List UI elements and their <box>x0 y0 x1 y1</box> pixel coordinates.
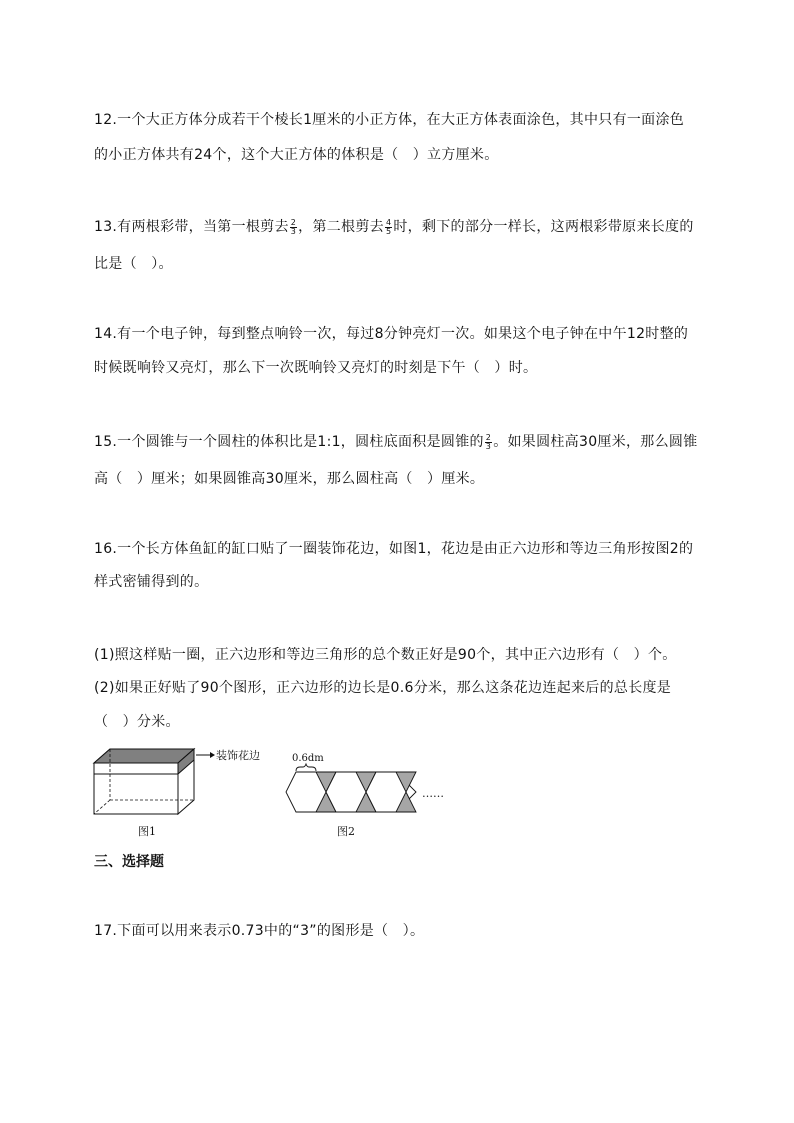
q12-line2: 的小正方体共有24个，这个大正方体的体积是（ ）立方厘米。 <box>94 147 499 163</box>
q13-text-c: 时，剩下的部分一样长，这两根彩带原来长度的 <box>393 219 694 235</box>
q13-text-a: 13.有两根彩带，当第一根剪去 <box>94 219 289 235</box>
q13-line2: 比是（ ）。 <box>94 256 173 272</box>
question-17: 17.下面可以用来表示0.73中的“3”的图形是（ ）。 <box>94 923 425 939</box>
q16-line1: 16.一个长方体鱼缸的缸口贴了一圈装饰花边，如图1，花边是由正六边形和等边三角形按图2的 <box>94 541 694 557</box>
q14-line1: 14.有一个电子钟，每到整点响铃一次，每过8分钟亮灯一次。如果这个电子钟在中午12时整的 <box>94 326 689 342</box>
fraction-four-fifths <box>385 219 392 236</box>
annotation-label: 装饰花边 <box>216 749 260 762</box>
q16-line2: 样式密铺得到的。 <box>94 574 209 590</box>
q16-sub2-line2: （ ）分米。 <box>94 714 180 730</box>
frac-denominator: 3 <box>290 226 297 236</box>
frac-numerator: 4 <box>385 217 392 227</box>
q15-line1 <box>94 432 698 452</box>
section-title-multiple-choice: 三、选择题 <box>94 854 164 870</box>
q16-sub1: (1)照这样贴一圈，正六边形和等边三角形的总个数正好是90个，其中正六边形有（ ）个。 <box>94 647 677 663</box>
arrow-head <box>210 752 215 758</box>
figure-1-caption: 图1 <box>138 825 156 838</box>
fraction-two-thirds <box>290 219 297 236</box>
figure-1-fish-tank <box>88 744 278 844</box>
frac-denominator: 5 <box>385 226 392 236</box>
frac-numerator: 2 <box>290 217 297 227</box>
fraction-two-thirds <box>485 434 492 451</box>
q13-text-b: ，第二根剪去 <box>298 219 384 235</box>
q15-line2: 高（ ）厘米；如果圆锥高30厘米，那么圆柱高（ ）厘米。 <box>94 471 485 487</box>
figure-2-tiling-strip <box>282 744 462 844</box>
dimension-brace <box>296 764 316 771</box>
decorative-border-band-front <box>94 763 178 774</box>
tiling-group <box>286 772 416 812</box>
q16-sub2-line1: (2)如果正好贴了90个图形，正六边形的边长是0.6分米，那么这条花边连起来后的总长度是 <box>94 680 672 696</box>
figure-2-caption: 图2 <box>337 825 355 838</box>
decorative-border-band-top <box>94 749 194 763</box>
frac-denominator: 3 <box>485 441 492 451</box>
frac-numerator: 2 <box>485 432 492 442</box>
continuation-ellipsis: …… <box>422 787 444 800</box>
q15-text-a: 15.一个圆锥与一个圆柱的体积比是1:1，圆柱底面积是圆锥的 <box>94 434 484 450</box>
q14-line2: 时候既响铃又亮灯，那么下一次既响铃又亮灯的时刻是下午（ ）时。 <box>94 360 538 376</box>
q13-line1 <box>94 217 694 237</box>
dimension-label: 0.6dm <box>292 753 324 764</box>
q15-text-b: 。如果圆柱高30厘米，那么圆锥 <box>493 434 698 450</box>
q12-line1: 12.一个大正方体分成若干个棱长1厘米的小正方体，在大正方体表面涂色，其中只有一面涂色 <box>94 112 685 128</box>
